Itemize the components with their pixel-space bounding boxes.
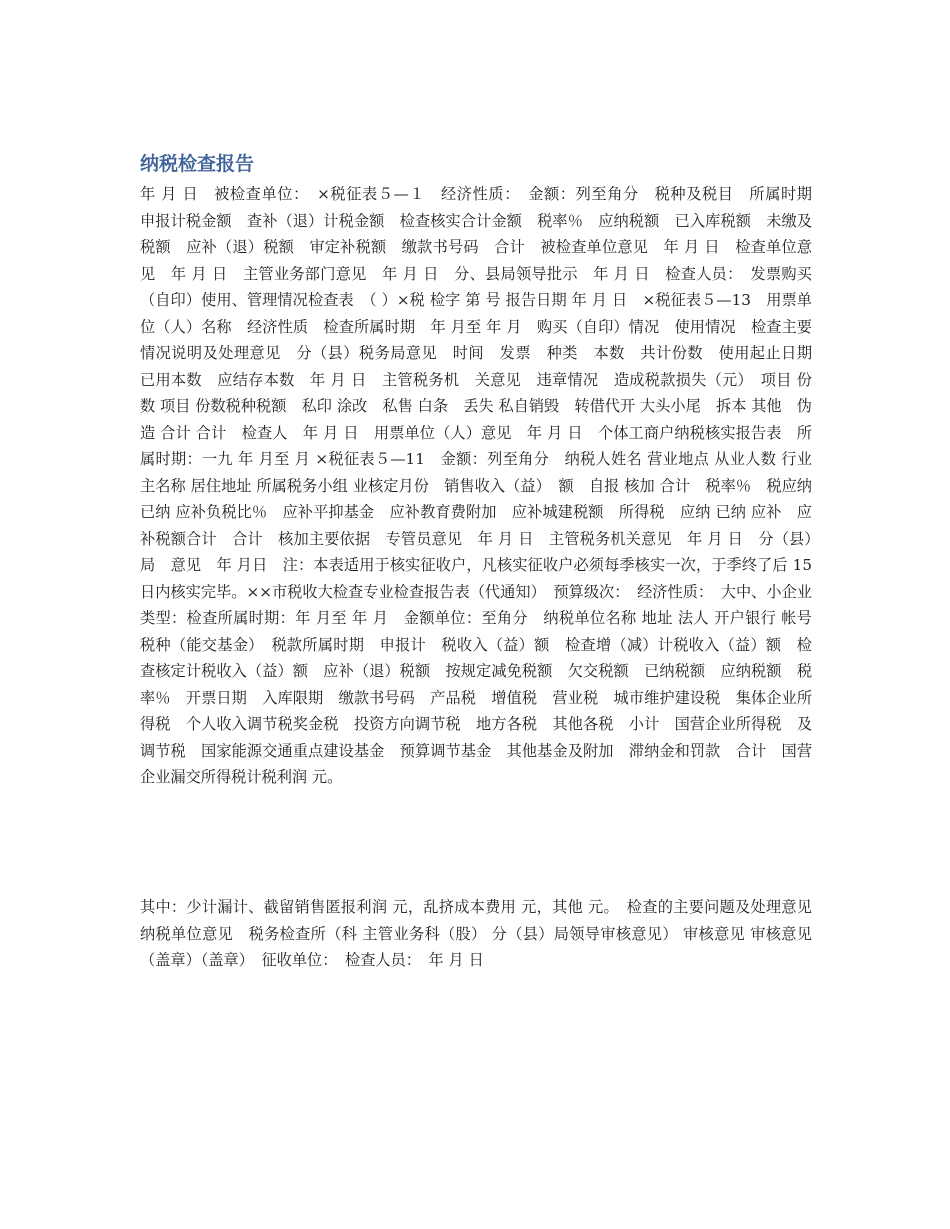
- document-title: 纳税检查报告: [140, 153, 255, 175]
- document-paragraph-1: 年 月 日 被检查单位： ×税征表５—１ 经济性质： 金额：列至角分 税种及税目 所属时期 申报计税金额 查补（退）计税金额 检查核实合计金额 税率％ 应纳税额 已入库税额 未缴及税额 应补（退）税额 审定补税额 缴款书号码 合计 被检查单位意见 年 月 日 检查单位意见 年 月 日 主管业务部门意见 年 月 日 分、县局领导批示 年 月 日 检查人员： 发票购买（自印）使用、管理情况检查表 （ ）×税 检字 第 号 报告日期 年 月 日 ×税征表５—13 用票单位（人）名称 经济性质 检查所属时期 年 月至 年 月 购买（自印）情况 使用情况 检查主要情况说明及处理意见 分（县）税务局意见 时间 发票 种类 本数 共计份数 使用起止日期 已用本数 应结存本数 年 月 日 主管税务机 关意见 违章情况 造成税款损失（元） 项目 份数 项目 份数税种税额 私印 涂改 私售 白条 丢失 私自销毁 转借代开 大头小尾 拆本 其他 伪造 合计 合计 检查人 年 月 日 用票单位（人）意见 年 月 日 个体工商户纳税核实报告表 所属时期：一九 年 月至 月 ×税征表５—11 金额：列至角分 纳税人姓名 营业地点 从业人数 行业主名称 居住地址 所属税务小组 业核定月份 销售收入（益） 额 自报 核加 合计 税率％ 税应纳已纳 应补负税比％ 应补平抑基金 应补教育费附加 应补城建税额 所得税 应纳 已纳 应补 应补税额合计 合计 核加主要依据 专管员意见 年 月 日 主管税务机关意见 年 月 日 分（县）局 意见 年 月日 注：本表适用于核实征收户，凡核实征收户必须每季核实一次，于季终了后 15 日内核实完毕。××市税收大检查专业检查报告表（代通知） 预算级次： 经济性质： 大中、小企业类型：检查所属时期：年 月至 年 月 金额单位：至角分 纳税单位名称 地址 法人 开户银行 帐号 税种（能交基金） 税款所属时期 申报计 税收入（益）额 检查增（减）计税收入（益）额 检查核定计税收入（益）额 应补（退）税额 按规定减免税额 欠交税额 已纳税额 应纳税额 税率％ 开票日期 入库限期 缴款书号码 产品税 增值税 营业税 城市维护建设税 集体企业所得税 个人收入调节税奖金税 投资方向调节税 地方各税 其他各税 小计 国营企业所得税 及调节税 国家能源交通重点建设基金 预算调节基金 其他基金及附加 滞纳金和罚款 合计 国营企业漏交所得税计税利润 元。: [140, 185, 828, 786]
- document-paragraph-2: 其中：少计漏计、截留销售匿报利润 元，乱挤成本费用 元，其他 元。 检查的主要问题及处理意见 纳税单位意见 税务检查所（科 主管业务科（股） 分（县）局领导审核意见） 审核意见 审核意见 （盖章）（盖章） 征收单位： 检查人员： 年 月 日: [140, 898, 828, 969]
